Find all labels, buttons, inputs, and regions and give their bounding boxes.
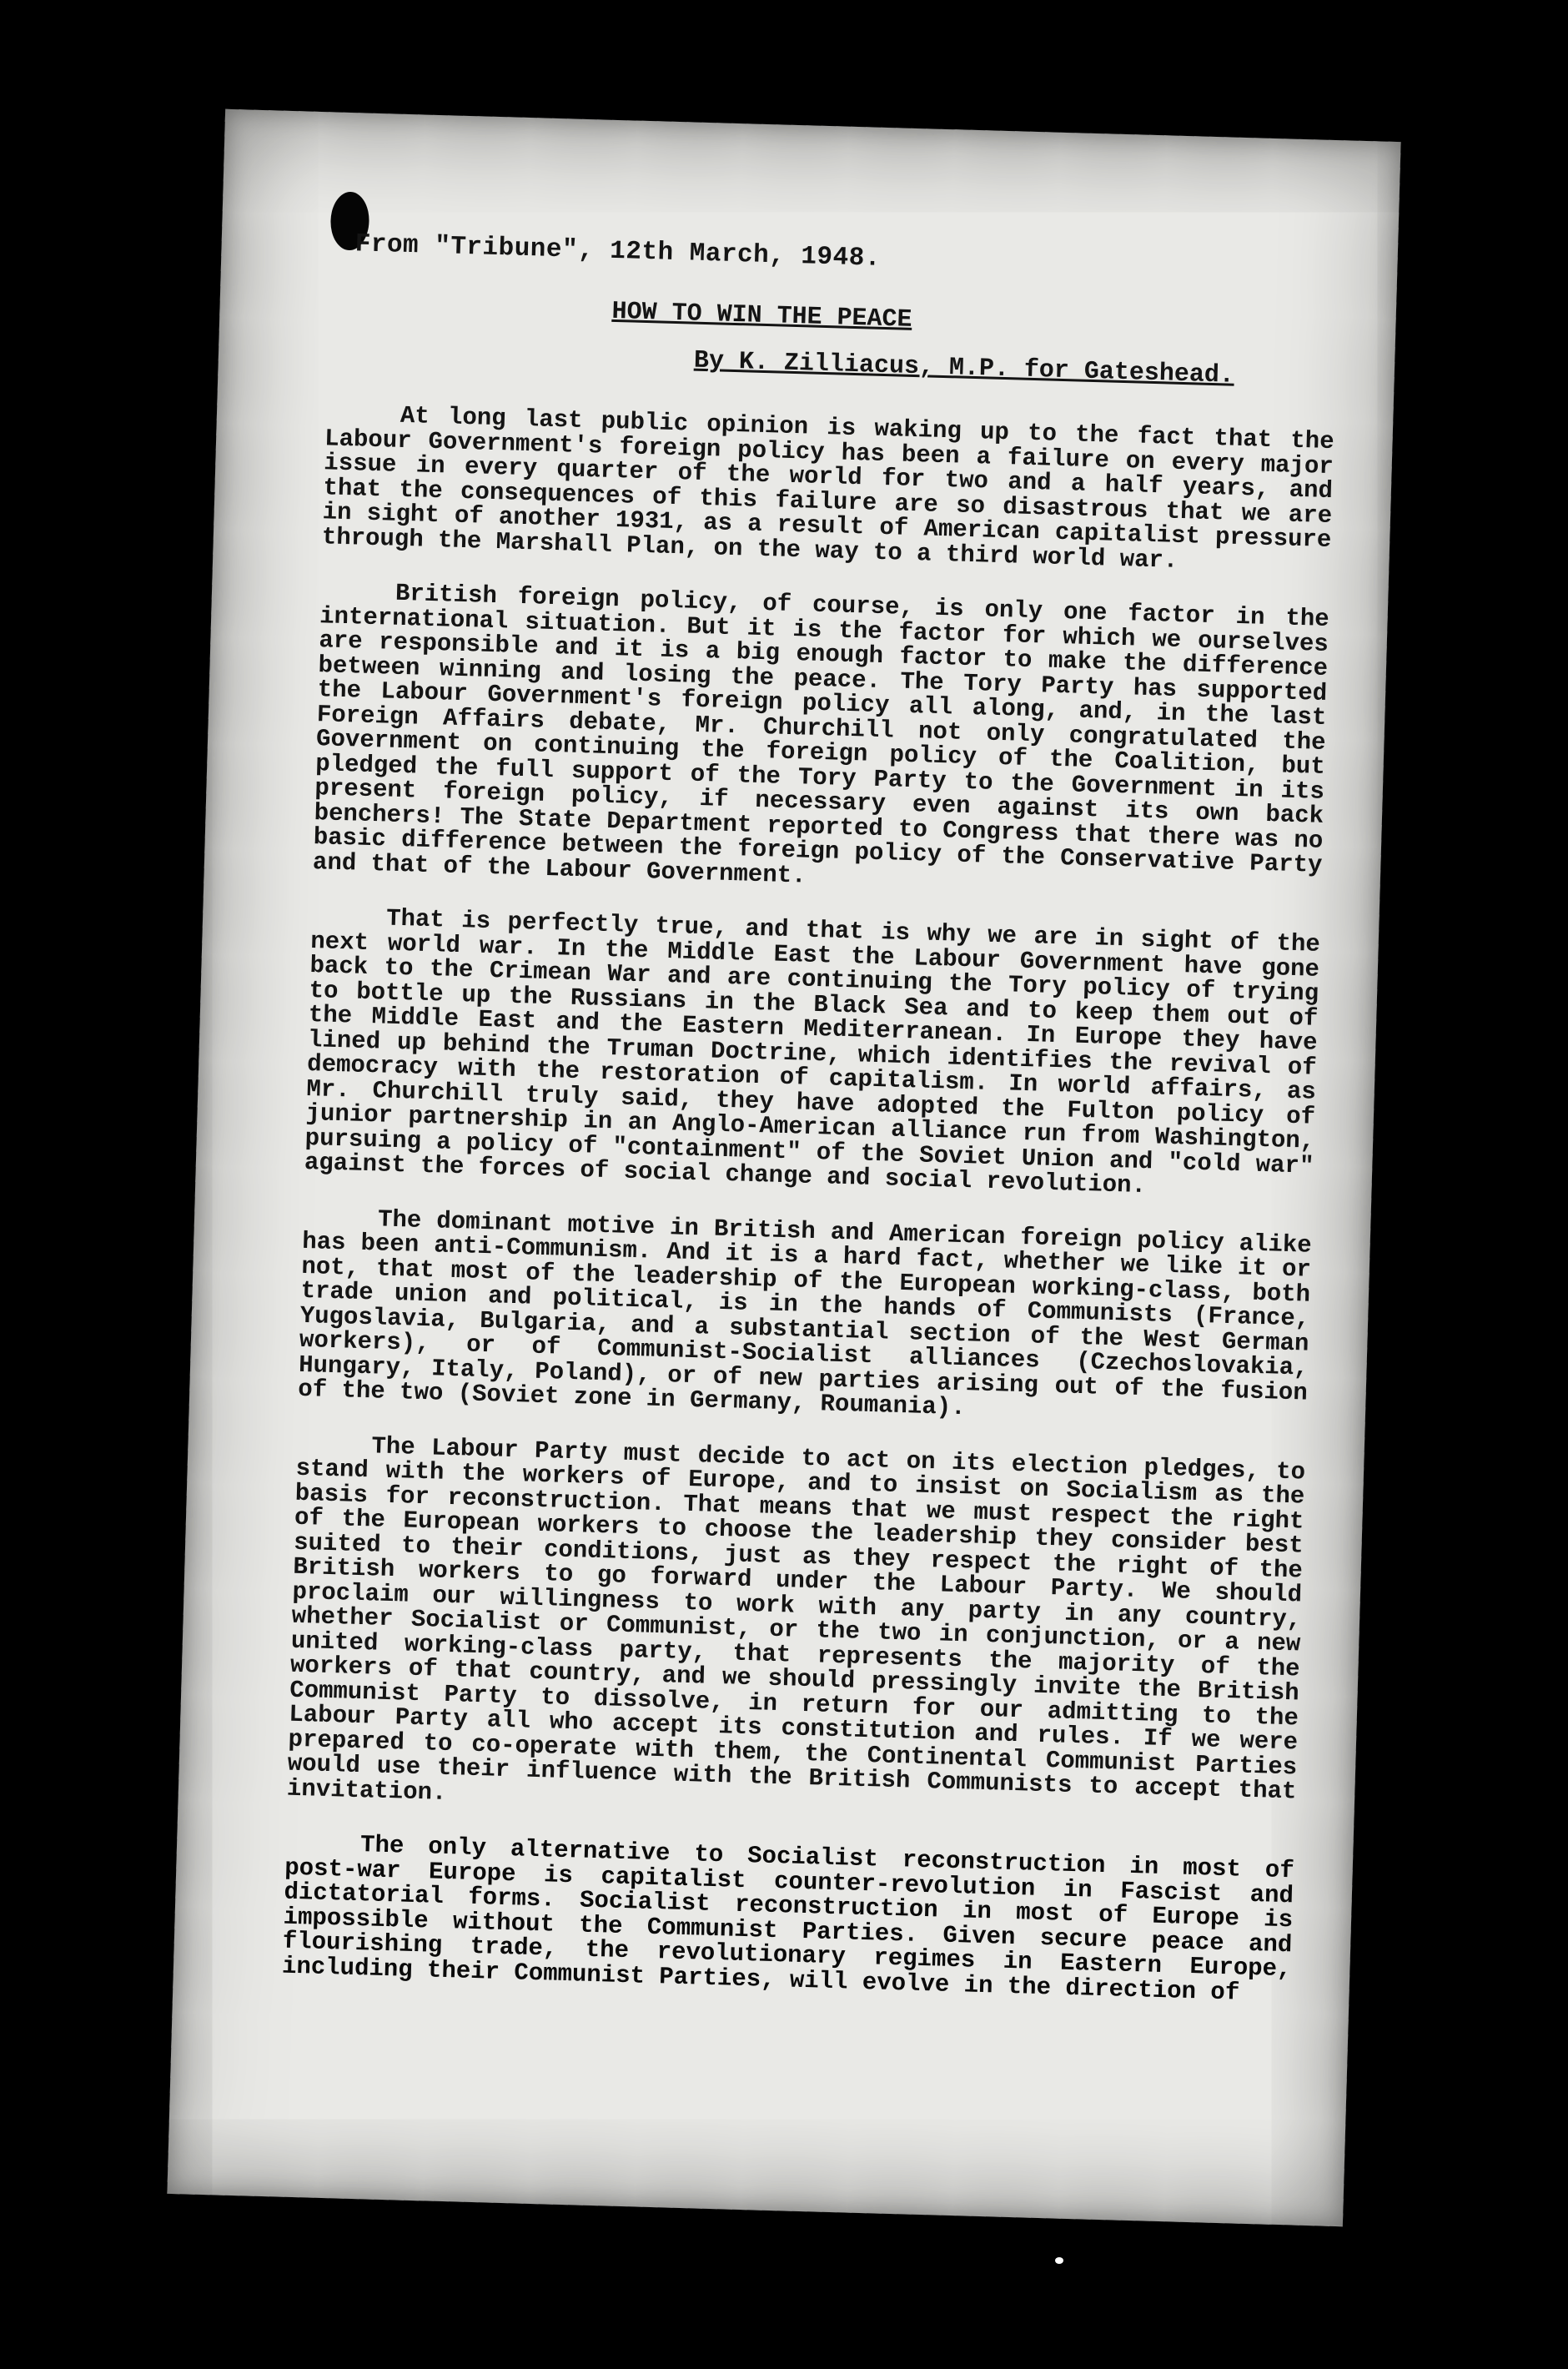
source-line: From "Tribune", 12th March, 1948. (354, 229, 882, 274)
document-body (281, 229, 1339, 2036)
paragraph: The dominant motive in British and American foreign policy alike has been anti-Communism. And it is a hard fact, whether we like it or not, that most of the leadership of the European working-class, both trade union and political, is in the hands of Communists (France, Yugoslavia, Bulgaria, and a substantial section of the West German workers), or of Communist-Socialist alliances (Czechoslovakia, Hungary, Italy, Poland), or of new parties arising out of the fusion of the two (Soviet zone in Germany, Roumania). (297, 1205, 1313, 1422)
film-dust-speck (1055, 2257, 1063, 2264)
paragraph: The only alternative to Socialist reconstruction in most of post-war Europe is capitalist counter-revolution in Fascist and dictatorial forms. Socialist reconstruction in most of Europe is impossible without the Communist Parties. Given secure peace and flourishing trade, the revolutionary regimes in Eastern Europe, including their Communist Parties, will evolve in the direction of (281, 1831, 1295, 2007)
paragraph: British foreign policy, of course, is only one factor in the international situation. But it is the factor for which we ourselves are responsible and it is a big enough factor to make the difference between winning and losing the peace. The Tory Party has supported the Labour Government's foreign policy all along, and, in the last Foreign Affairs debate, Mr. Churchill not only congratulated the Government on continuing the foreign policy of the Coalition, but pledged the full support of the Tory Party to the Government in its present foreign policy, if necessary even against its own back benchers! The State Department reported to Congress that there was no basic difference between the foreign policy of the Conservative Party and that of the Labour Government. (312, 579, 1330, 890)
paragraph: The Labour Party must decide to act on its election pledges, to stand with the workers of Europe, and to insist on Socialism as the basis for reconstruction. That means that we must respect the right of the European workers to choose the leadership they consider best suited to their conditions, just as they respect the right of the British workers to go forward under the Labour Party. We should proclaim our willingness to work with any party in any country, whether Socialist or Communist, or the two in conjunction, or a new united working-class party, that represents the majority of the workers of that country, and we should pressingly invite the British Communist Party to dissolve, in return for our admitting to the Labour Party all who accept its constitution and rules. If we were prepared to co-operate with them, the Continental Communist Parties would use their influence with the British Communists to accept that invitation. (286, 1431, 1306, 1807)
paragraph: That is perfectly true, and that is why we are in sight of the next world war. In the Middle East the Labour Government have gone back to the Crimean War and are continuing the Tory policy of trying to bottle up the Russians in the Black Sea and to keep them out of the Middle East and the Eastern Mediterranean. In Europe they have lined up behind the Truman Doctrine, which identifies the revival of democracy with the restoration of capitalism. In world affairs, as Mr. Churchill truly said, they have adopted the Fulton policy of junior partnership in an Anglo-American alliance run from Washington, pursuing a policy of "containment" of the Soviet Union and "cold war" against the forces of social change and social revolution. (304, 904, 1321, 1200)
paragraph: At long last public opinion is waking up to the fact that the Labour Government's foreign policy has been a failure on every major issue in every quarter of the world for two and a half years, and that the consequences of this failure are so disastrous that we are in sight of another 1931, as a result of American capitalist pressure through the Marshall Plan, on the way to a third world war. (321, 401, 1335, 575)
typed-document-page (167, 109, 1400, 2226)
article-title: HOW TO WIN THE PEACE (611, 297, 912, 334)
byline: By K. Zilliacus, M.P. for Gateshead. (693, 346, 1235, 390)
